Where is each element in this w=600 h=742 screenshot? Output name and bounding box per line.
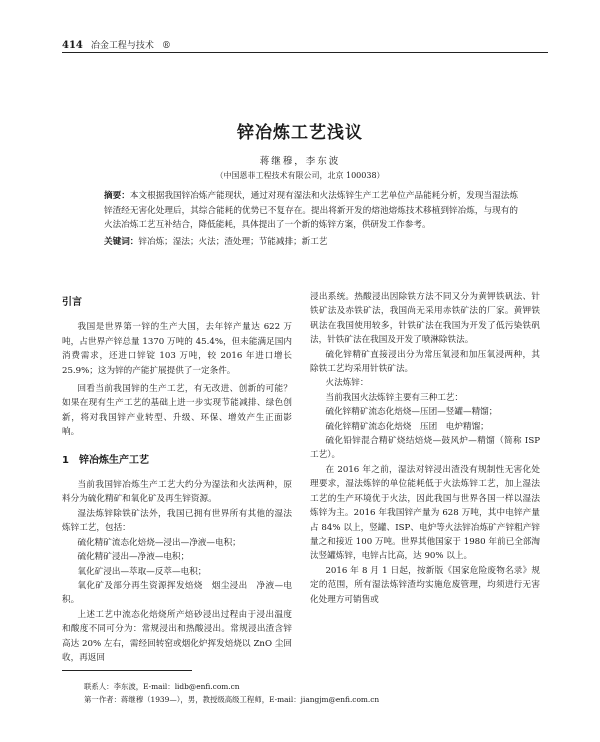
pyro-item-3: 硫化铅锌混合精矿烧结焙烧—鼓风炉—精馏（简称 ISP 工艺）。 — [310, 436, 540, 461]
right-paragraph-2: 硫化锌精矿直接浸出分为常压氧浸和加压氧浸两种，其除铁工艺均采用针铁矿法。 — [310, 349, 540, 375]
authors: 蒋继穆，李东波 — [259, 156, 341, 167]
right-paragraph-6: 2016 年 8 月 1 日起，按新版《国家危险废物名录》规定的范围，所有湿法炼锌渣均实施危废管理，均须进行无害化处理方可销售或 — [310, 565, 540, 605]
pyro-item-2: 硫化锌精矿流态化焙烧 压团 电炉精馏； — [325, 421, 489, 432]
left-column — [62, 290, 292, 665]
abstract-block — [86, 189, 518, 251]
intro-heading: 引言 — [62, 297, 82, 308]
right-paragraph-5: 在 2016 年之前，湿法对锌浸出渣没有规制性无害化处理要求，湿法炼锌的单位能耗低于火法炼锌工艺，加上湿法工艺的生产环境优于火法，因此我国与世界各国一样以湿法炼锌为主。2016 年我国锌产量为 628 万吨，其中电锌产量占 84% 以上，竖罐、ISP、电炉等火法锌冶炼矿产锌粗产锌量之和接近 100 万吨。世界其他国家于 1980 年前已全部淘汰竖罐炼锌，电锌占比高，达 90% 以上。 — [310, 464, 540, 562]
keywords-label: 关键词： — [104, 236, 139, 247]
right-paragraph-3: 火法炼锌： — [325, 378, 369, 389]
section-1-paragraph-2: 湿法炼锌除铁矿法外，我国已拥有世界所有其他的湿法炼锌工艺，包括： — [62, 508, 292, 534]
process-item-4: 氧化矿及部分再生资源挥发焙烧 烟尘浸出 净液—电积。 — [62, 580, 292, 606]
footnote-contact: 联系人：李东波，E-mail：lidb@enfi.com.cn — [84, 682, 240, 691]
page-number: 414 — [62, 40, 83, 51]
footnotes — [62, 680, 548, 706]
abstract — [86, 189, 518, 233]
section-1-paragraph-1: 当前我国锌冶炼生产工艺大约分为湿法和火法两种，原料分为硫化精矿和氧化矿及再生锌资源。 — [62, 480, 292, 505]
pyro-item-1: 硫化锌精矿流态化焙烧—压团—竖罐—精馏； — [325, 407, 498, 418]
intro-paragraph-2: 回看当前我国锌的生产工艺，有无改进、创新的可能？如果在现有生产工艺的基础上进一步实现节能减排、绿色创新，将对我国锌产业转型、升级、环保、增效产生正面影响。 — [62, 384, 292, 438]
right-paragraph-1: 浸出系统。热酸浸出因除铁方法不同又分为黄钾铁矾法、针铁矿法及赤铁矿法，我国尚无采用赤铁矿法的厂家。黄钾铁矾法在我国使用较多，针铁矿法在我国为开发了低污染铁矾法，针铁矿法在我国及开发了喷淋除铁法。 — [310, 292, 540, 346]
right-paragraph-4: 当前我国火法炼锌主要有三种工艺： — [325, 392, 463, 403]
section-1-paragraph-3: 上述工艺中流态化焙烧所产焙砂浸出过程由于浸出温度和酸度不同可分为：常规浸出和热酸浸出。常规浸出渣含锌高达 20% 左右，需经回转窑或烟化炉挥发焙烧以 ZnO 尘回收，再返回 — [62, 609, 292, 663]
header-rule — [62, 52, 548, 53]
journal-name: 冶金工程与技术 — [90, 41, 154, 51]
intro-paragraph-1: 我国是世界第一锌的生产大国，去年锌产量达 622 万吨，占世界产锌总量 1370 万吨的 45.4%，但未能满足国内消费需求，还进口锌锭 103 万吨，较 2016 年进口增长 25.9%；这为锌的产能扩展提供了一定条件。 — [62, 322, 292, 376]
right-column — [310, 290, 540, 607]
running-header — [62, 38, 548, 51]
abstract-label: 摘要： — [104, 191, 130, 201]
keywords-text: 锌冶炼；湿法；火法；渣处理；节能减排；新工艺 — [138, 236, 328, 247]
footnote-author-bio: 第一作者：蒋继穆（1939—），男，教授级高级工程师，E-mail：jiangjm@enfi.com.cn — [84, 695, 380, 704]
keywords — [86, 235, 518, 250]
affiliation: （中国恩菲工程技术有限公司，北京 100038） — [215, 171, 385, 180]
footnote-rule — [62, 670, 192, 671]
section-1-heading: 1 锌冶炼生产工艺 — [62, 454, 149, 466]
process-item-2: 硫化精矿浸出—净液—电积； — [77, 552, 190, 563]
registered-mark: ® — [161, 41, 171, 51]
process-item-1: 硫化精矿流态化焙烧—浸出—净液—电积； — [77, 537, 241, 548]
paper-title: 锌冶炼工艺浅议 — [237, 123, 363, 143]
abstract-text: 本文根据我国锌冶炼产能现状，通过对现有湿法和火法炼锌生产工艺单位产品能耗分析，发现当湿法炼锌渣经无害化处理后，其综合能耗的优势已不复存在。提出将新开发的熔池熔炼技术移植到锌冶炼，与现有的火法冶炼工艺互补结合，降低能耗，具体提出了一个新的炼锌方案，供研发工作参考。 — [104, 191, 518, 230]
process-item-3: 氧化矿浸出—萃取—反萃—电积； — [77, 566, 207, 577]
